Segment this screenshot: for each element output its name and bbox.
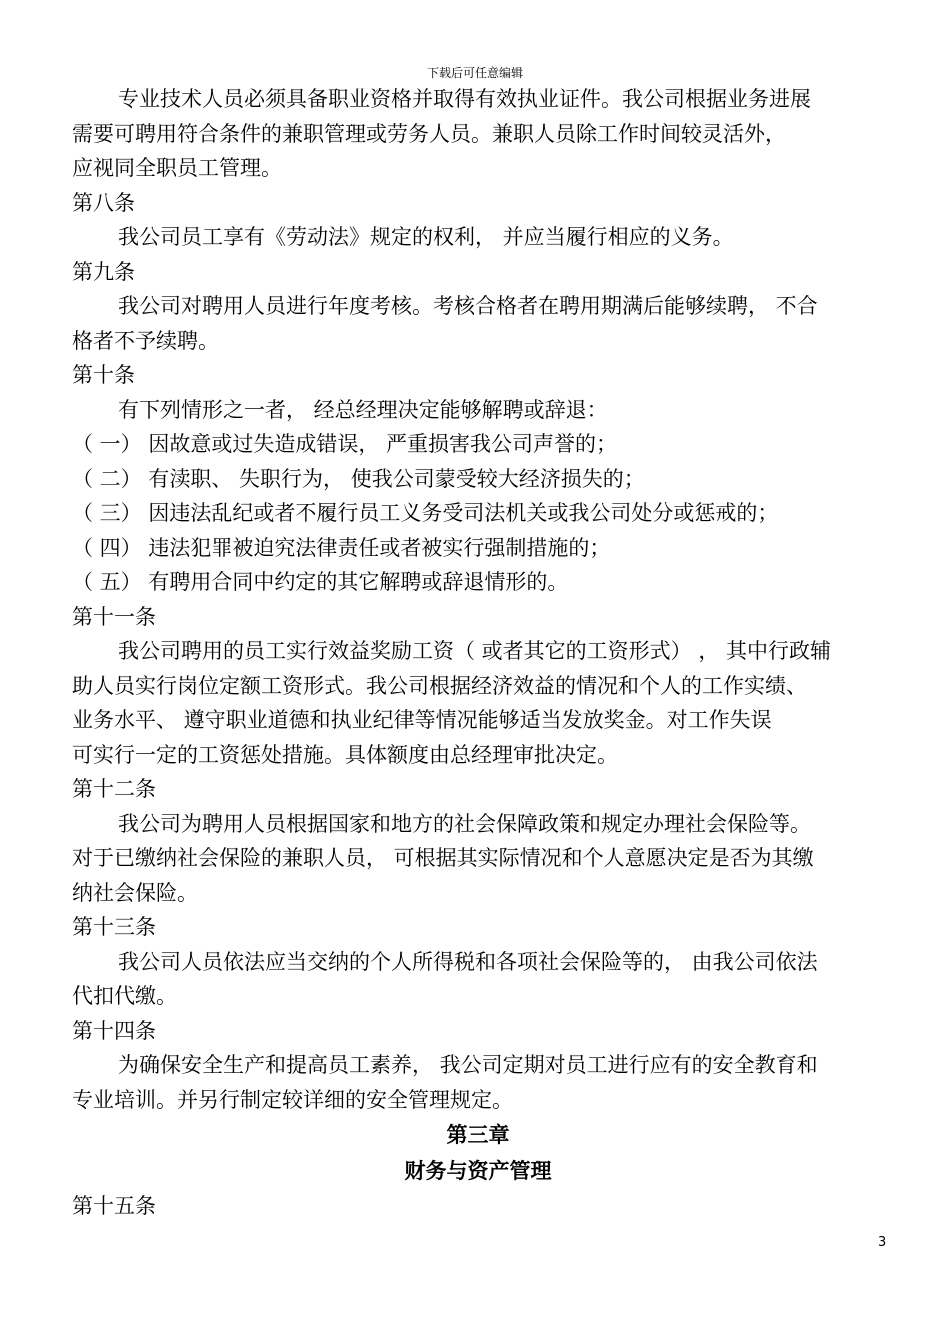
list-item: （ 四） 违法犯罪被迫究法律责任或者被实行强制措施的； bbox=[72, 535, 611, 560]
paragraph-line: 纳社会保险。 bbox=[72, 880, 198, 905]
paragraph-line: 我公司员工享有《劳动法》规定的权利， 并应当履行相应的义务。 bbox=[118, 225, 734, 249]
article-heading: 第十五条 bbox=[72, 1194, 156, 1218]
article-heading: 第十四条 bbox=[72, 1018, 156, 1043]
document-body bbox=[72, 82, 884, 1224]
paragraph-line: 业务水平、 遵守职业道德和执业纪律等情况能够适当发放奖金。对工作失误 bbox=[72, 708, 772, 732]
chapter-number: 第三章 bbox=[446, 1123, 510, 1147]
header-note: 下载后可任意编辑 bbox=[426, 66, 523, 80]
paragraph-line: 为确保安全生产和提高员工素养， 我公司定期对员工进行应有的安全教育和 bbox=[118, 1053, 818, 1077]
paragraph-line: 有下列情形之一者， 经总经理决定能够解聘或辞退： bbox=[118, 397, 608, 422]
list-item: （ 二） 有渎职、 失职行为， 使我公司蒙受较大经济损失的； bbox=[72, 466, 645, 491]
paragraph-line: 专业技术人员必须具备职业资格并取得有效执业证件。我公司根据业务进展 bbox=[118, 87, 811, 111]
article-heading: 第十三条 bbox=[72, 915, 156, 939]
paragraph-line: 可实行一定的工资惩处措施。具体额度由总经理审批决定。 bbox=[72, 742, 618, 767]
paragraph-line: 代扣代缴。 bbox=[72, 984, 177, 1008]
paragraph-line: 格者不予续聘。 bbox=[72, 328, 219, 353]
paragraph-line: 我公司人员依法应当交纳的个人所得税和各项社会保险等的， 由我公司依法 bbox=[118, 949, 818, 974]
paragraph-line: 我公司为聘用人员根据国家和地方的社会保障政策和规定办理社会保险等。 bbox=[118, 811, 811, 836]
paragraph-line: 对于已缴纳社会保险的兼职人员， 可根据其实际情况和个人意愿决定是否为其缴 bbox=[72, 846, 814, 870]
article-heading: 第八条 bbox=[72, 190, 135, 215]
paragraph-line: 我公司对聘用人员进行年度考核。考核合格者在聘用期满后能够续聘， 不合 bbox=[118, 294, 818, 318]
list-item: （ 五） 有聘用合同中约定的其它解聘或辞退情形的。 bbox=[72, 570, 569, 594]
paragraph-line: 助人员实行岗位定额工资形式。我公司根据经济效益的情况和个人的工作实绩、 bbox=[72, 673, 807, 698]
article-heading: 第十一条 bbox=[72, 604, 156, 629]
list-item: （ 三） 因违法乱纪或者不履行员工义务受司法机关或我公司处分或惩戒的； bbox=[72, 501, 779, 525]
list-item: （ 一） 因故意或过失造成错误， 严重损害我公司声誉的； bbox=[72, 432, 618, 456]
page-number: 3 bbox=[878, 1235, 887, 1250]
article-heading: 第九条 bbox=[72, 259, 135, 284]
article-heading: 第十二条 bbox=[72, 777, 156, 801]
paragraph-line: 专业培训。并另行制定较详细的安全管理规定。 bbox=[72, 1087, 513, 1112]
paragraph-line: 我公司聘用的员工实行效益奖励工资（ 或者其它的工资形式） ， 其中行政辅 bbox=[118, 639, 832, 663]
paragraph-line: 应视同全职员工管理。 bbox=[72, 156, 282, 180]
chapter-title: 财务与资产管理 bbox=[404, 1159, 552, 1183]
paragraph-line: 需要可聘用符合条件的兼职管理或劳务人员。兼职人员除工作时间较灵活外， bbox=[72, 121, 786, 146]
article-heading: 第十条 bbox=[72, 363, 135, 387]
